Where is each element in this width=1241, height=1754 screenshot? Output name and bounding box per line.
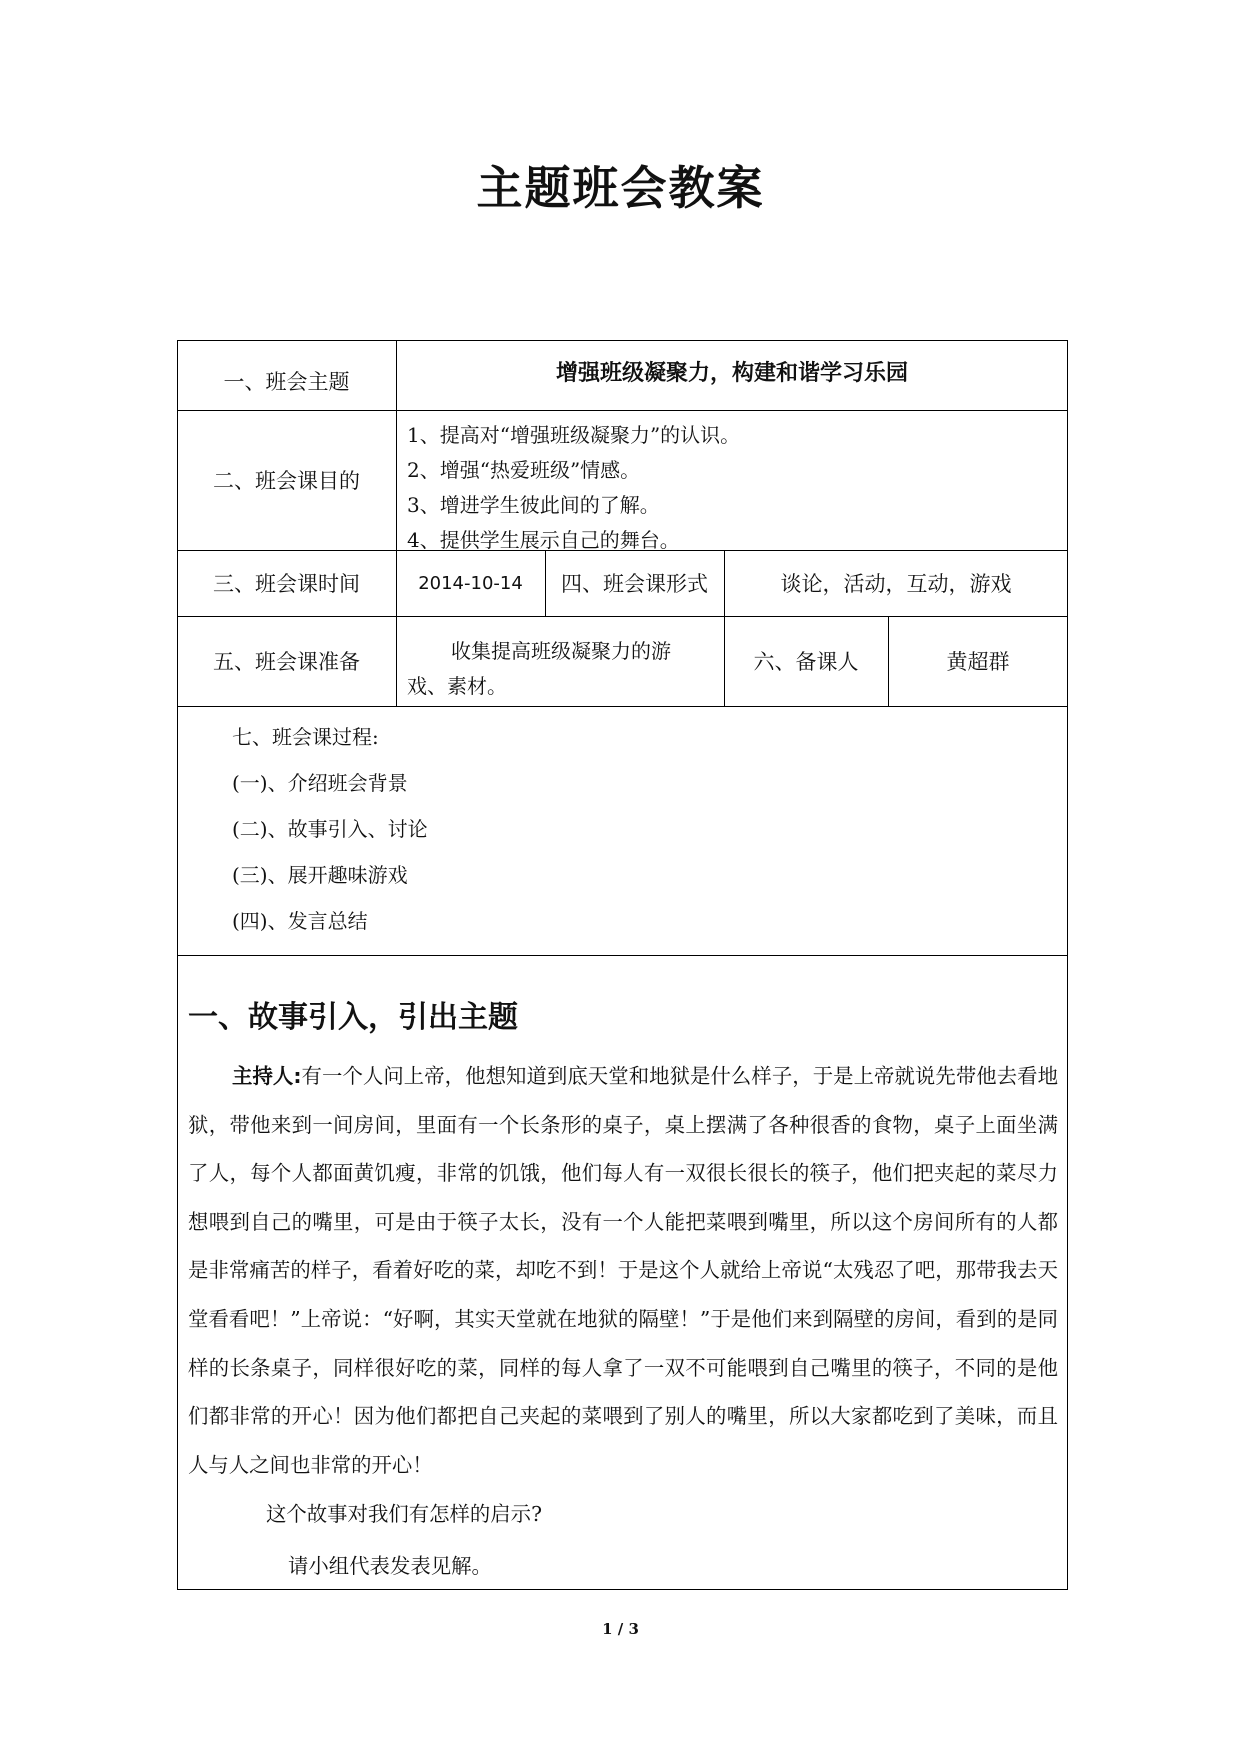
theme-label: 一、班会主题 <box>223 370 350 394</box>
time-value: 2014-10-14 <box>418 572 523 594</box>
discussion-prompt: 请小组代表发表见解。 <box>288 1554 492 1578</box>
process-step: (四)、发言总结 <box>232 909 368 933</box>
story-paragraph <box>188 1052 1058 1489</box>
goal-item: 2、增强“热爱班级”情感。 <box>407 458 641 482</box>
goal-list <box>407 418 740 558</box>
goal-item: 1、提高对“增强班级凝聚力”的认识。 <box>407 423 741 447</box>
goal-item: 3、增进学生彼此间的了解。 <box>407 493 660 517</box>
process-step: (一)、介绍班会背景 <box>232 771 408 795</box>
goal-item: 4、提供学生展示自己的舞台。 <box>407 528 680 552</box>
time-label: 三、班会课时间 <box>213 572 360 596</box>
process-title: 七、班会课过程: <box>232 725 379 749</box>
row-divider <box>177 706 1068 707</box>
process-step: (二)、故事引入、讨论 <box>232 817 428 841</box>
process-section <box>232 714 428 944</box>
story-text: 有一个人问上帝，他想知道到底天堂和地狱是什么样子，于是上帝就说先带他去看地狱，带他来到一间房间，里面有一个长条形的桌子，桌上摆满了各种很香的食物，桌子上面坐满了人，每个人都面黄饥瘦，非常的饥饿，他们每人有一双很长很长的筷子，他们把夹起的菜尽力想喂到自己的嘴里，可是由于筷子太长，没有一个人能把菜喂到嘴里，所以这个房间所有的人都是非常痛苦的样子，看着好吃的菜，却吃不到！于是这个人就给上帝说“太残忍了吧，那带我去天堂看看吧！”上帝说：“好啊，其实天堂就在地狱的隔壁！”于是他们来到隔壁的房间，看到的是同样的长条桌子，同样很好吃的菜，同样的每人拿了一双不可能喂到自己嘴里的筷子，不同的是他们都非常的开心！因为他们都把自己夹起的菜喂到了别人的嘴里，所以大家都吃到了美味，而且人与人之间也非常的开心！ <box>188 1064 1059 1477</box>
prep-label: 五、班会课准备 <box>213 650 360 674</box>
section-heading: 一、故事引入，引出主题 <box>188 1000 518 1035</box>
theme-value: 增强班级凝聚力，构建和谐学习乐园 <box>555 360 908 386</box>
speaker-label: 主持人: <box>232 1064 302 1088</box>
preparer-value: 黄超群 <box>946 650 1010 674</box>
format-value: 谈论，活动，互动，游戏 <box>780 572 1012 596</box>
goal-label: 二、班会课目的 <box>213 469 360 493</box>
process-step: (三)、展开趣味游戏 <box>232 863 408 887</box>
prep-value: 收集提高班级凝聚力的游戏、素材。 <box>407 639 671 698</box>
page-number: 1 / 3 <box>602 1620 639 1638</box>
preparer-label: 六、备课人 <box>753 650 859 674</box>
discussion-question: 这个故事对我们有怎样的启示? <box>266 1502 543 1526</box>
format-label: 四、班会课形式 <box>561 572 708 596</box>
document-title: 主题班会教案 <box>476 161 765 215</box>
row-divider <box>177 955 1068 956</box>
